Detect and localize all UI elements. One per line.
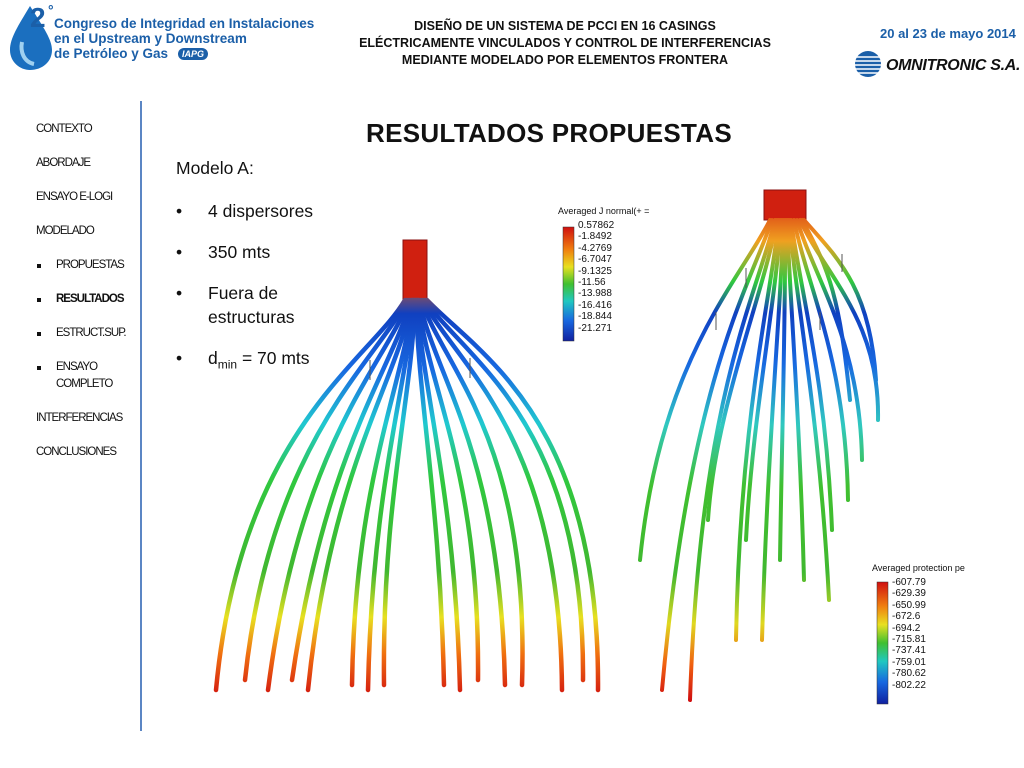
legend-value: -4.2769: [578, 242, 612, 254]
sidebar-item-ensayo-elogi[interactable]: ENSAYO E-LOGI: [36, 191, 113, 203]
slide-title: RESULTADOS PROPUESTAS: [366, 118, 732, 148]
sidebar-divider: [140, 101, 142, 731]
casing-pipe: [384, 300, 415, 685]
casing-pipe: [708, 220, 777, 520]
globe-icon: [853, 49, 883, 79]
legend-value: -672.6: [892, 611, 921, 623]
bullet-text: Fuera de estructuras: [208, 283, 295, 327]
logo-line-1: Congreso de Integridad en Instalaciones: [54, 16, 315, 31]
casing-pipe: [418, 300, 478, 680]
casing-pipe: [416, 300, 444, 685]
legend-value: -9.1325: [578, 265, 612, 277]
logo-line-2: en el Upstream y Downstream: [54, 31, 247, 46]
casing-pipe: [791, 220, 832, 530]
legend-potential-colorbar: [877, 582, 888, 704]
legend-value: -1.8492: [578, 231, 612, 243]
bullet-dot: •: [176, 283, 183, 303]
legend-current-labels: [578, 220, 614, 334]
casing-pipe: [352, 300, 413, 685]
bullet-dot: •: [176, 348, 183, 368]
casing-pipe: [662, 220, 772, 690]
sidebar-item-ensayo[interactable]: ENSAYO: [36, 360, 97, 375]
legend-value: -780.62: [892, 668, 926, 680]
bullet-text: 350 mts: [208, 242, 271, 262]
iapg-badge: IAPG: [178, 48, 208, 60]
congress-logo: [8, 2, 315, 72]
model-a-potential-plot: [640, 190, 878, 700]
casing-pipe: [419, 300, 505, 685]
casing-pipe: [780, 220, 785, 560]
legend-value: -737.41: [892, 645, 926, 657]
sidebar-item-completo[interactable]: COMPLETO: [56, 378, 113, 390]
casing-pipe: [368, 300, 414, 690]
dmin-suffix: = 70 mts: [237, 348, 310, 368]
presentation-title-line-3: MEDIANTE MODELADO POR ELEMENTOS FRONTERA: [401, 53, 729, 67]
legend-value: -715.81: [892, 633, 926, 645]
casing-pipe: [425, 300, 583, 680]
sidebar-item-estruct-sup[interactable]: ESTRUCT.SUP.: [36, 326, 126, 341]
legend-value: -629.39: [892, 588, 926, 600]
sidebar-item-interferencias[interactable]: INTERFERENCIAS: [36, 412, 123, 424]
logo-degree: °: [48, 2, 54, 18]
casing-pipe: [736, 220, 779, 640]
casing-pipe: [423, 300, 562, 690]
bullet-dot: •: [176, 242, 183, 262]
casing-pipe: [800, 220, 878, 420]
model-label: Modelo A:: [176, 158, 254, 178]
casing-pipe: [794, 220, 848, 500]
casing-pipe: [421, 300, 523, 685]
legend-value: -759.01: [892, 656, 926, 668]
dmin-text: [208, 346, 358, 377]
legend-current-colorbar: [563, 227, 574, 341]
sidebar-item-resultados[interactable]: RESULTADOS: [36, 292, 124, 307]
presentation-title: [320, 18, 810, 69]
legend-value: -13.988: [578, 288, 612, 300]
bullet-text: 4 dispersores: [208, 201, 314, 221]
casing-bundle-head: [403, 240, 427, 300]
company-name: OMNITRONIC S.A.: [886, 57, 1021, 74]
dmin-prefix: d: [208, 348, 218, 368]
casing-pipe: [787, 220, 804, 580]
legend-value: -16.416: [578, 299, 612, 311]
casing-pipe: [746, 220, 781, 540]
legend-value: -6.7047: [578, 254, 612, 266]
legend-value: -11.56: [578, 276, 606, 288]
structure-markers: [716, 254, 842, 330]
legend-value: -650.99: [892, 599, 926, 611]
sidebar-item-modelado[interactable]: MODELADO: [36, 225, 94, 237]
casing-pipe: [640, 220, 770, 560]
dmin-subscript: min: [217, 357, 238, 372]
legend-value: 0.57862: [578, 220, 615, 231]
logo-number: 2: [30, 2, 46, 33]
logo-line-3: de Petróleo y Gas: [54, 46, 169, 61]
sidebar-item-conclusiones[interactable]: CONCLUSIONES: [36, 446, 117, 458]
casing-pipe: [789, 220, 829, 600]
casing-pipe: [427, 300, 598, 690]
casing-bundle-head: [764, 190, 806, 220]
casing-pipe: [762, 220, 783, 640]
casing-pipe: [804, 220, 876, 380]
sidebar-item-contexto[interactable]: CONTEXTO: [36, 123, 92, 135]
legend-current-title: Averaged J normal(+ =: [558, 206, 650, 216]
legend-value: -607.79: [892, 577, 926, 588]
omnitronic-logo: [853, 49, 1021, 79]
legend-potential-title: Averaged protection pe: [872, 563, 965, 573]
presentation-title-line-2: ELÉCTRICAMENTE VINCULADOS Y CONTROL DE INTERFERENCIAS: [359, 36, 771, 50]
presentation-title-line-1: DISEÑO DE UN SISTEMA DE PCCI EN 16 CASINGS: [414, 19, 716, 33]
structure-markers: [370, 358, 470, 380]
casing-pipe: [690, 220, 775, 700]
casing-pipe: [802, 220, 850, 400]
legend-value: -21.271: [578, 322, 612, 334]
legend-value: -694.2: [892, 622, 921, 634]
casing-pipe: [417, 300, 460, 690]
casing-pipe: [797, 220, 862, 460]
legend-value: -18.844: [578, 311, 612, 323]
sidebar-item-propuestas[interactable]: PROPUESTAS: [36, 258, 124, 273]
event-date: 20 al 23 de mayo 2014: [880, 26, 1016, 41]
sidebar-item-abordaje[interactable]: ABORDAJE: [36, 157, 90, 169]
bullet-dot: •: [176, 201, 183, 221]
legend-value: -802.22: [892, 679, 926, 691]
legend-potential-labels: [892, 577, 926, 691]
